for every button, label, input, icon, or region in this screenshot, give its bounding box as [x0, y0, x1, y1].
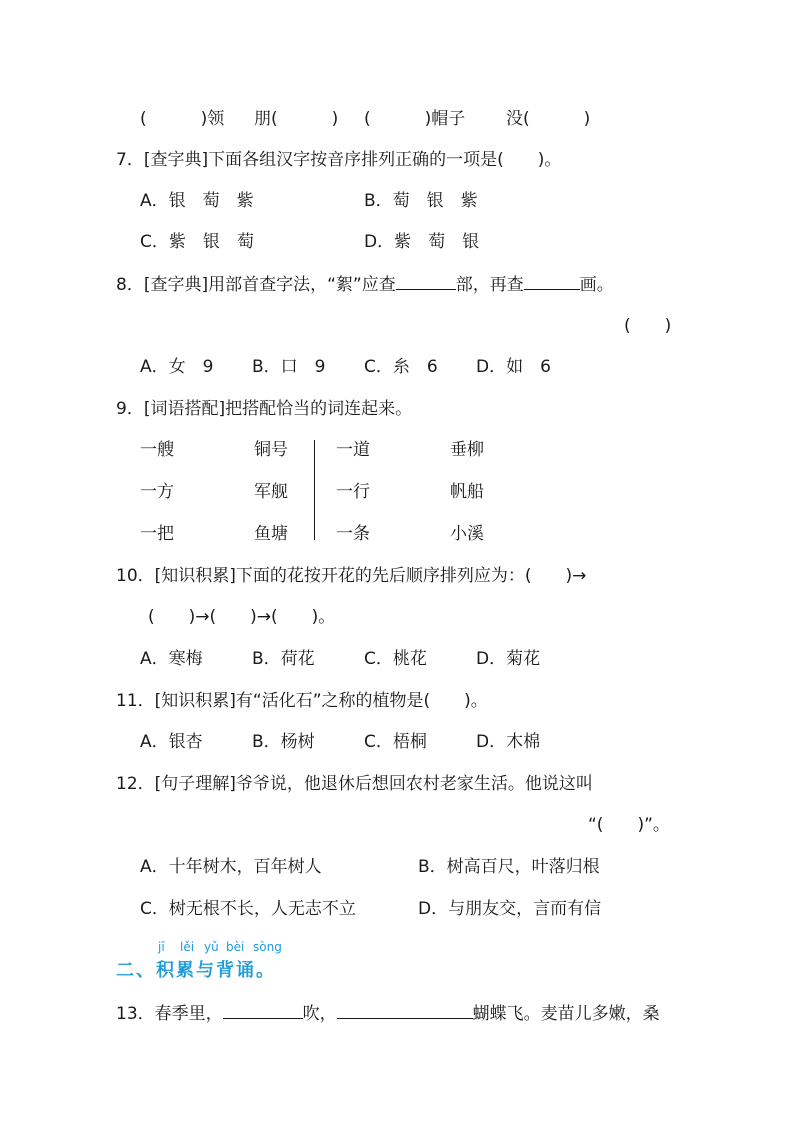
q13-blank-1[interactable] — [223, 1002, 303, 1019]
fill-item-1: ( )领 — [140, 109, 225, 129]
q9-word-right2-1[interactable]: 垂柳 — [450, 440, 484, 460]
q10-option-a[interactable]: A．寒梅 — [140, 649, 203, 669]
q8-stem — [116, 273, 614, 296]
q9-word-left1-2[interactable]: 一方 — [140, 482, 174, 502]
q7-option-d[interactable]: D．紫 萄 银 — [364, 232, 480, 252]
q9-word-right1-1[interactable]: 一道 — [336, 440, 370, 460]
q10-option-c[interactable]: C．桃花 — [364, 649, 427, 669]
q12-answer-paren[interactable]: “( )”。 — [588, 815, 670, 835]
q9-word-left1-1[interactable]: 一艘 — [140, 440, 174, 460]
q8-option-a[interactable]: A．女 9 — [140, 357, 214, 377]
q8-stem-part1: 8．[查字典]用部首查字法，“絮”应查 — [116, 275, 396, 295]
q8-answer-paren[interactable]: ( ) — [624, 316, 672, 336]
q8-blank-strokes[interactable] — [524, 273, 580, 290]
q11-option-b[interactable]: B．杨树 — [252, 732, 315, 752]
q12-option-c[interactable]: C．树无根不长，人无志不立 — [140, 899, 356, 919]
fill-item-3: ( )帽子 — [364, 109, 466, 129]
q7-stem: 7．[查字典]下面各组汉字按音序排列正确的一项是( )。 — [116, 150, 562, 170]
q7-option-c[interactable]: C．紫 银 萄 — [140, 232, 254, 252]
q11-option-c[interactable]: C．梧桐 — [364, 732, 427, 752]
q8-option-b[interactable]: B．口 9 — [252, 357, 326, 377]
section2-title: 二、积累与背诵。 — [116, 960, 276, 981]
q8-blank-radical[interactable] — [396, 273, 456, 290]
q11-stem: 11．[知识积累]有“活化石”之称的植物是( )。 — [116, 691, 488, 711]
q9-word-left2-2[interactable]: 军舰 — [254, 482, 288, 502]
q8-stem-part3: 画。 — [579, 275, 614, 295]
section2-pinyin-1: jī — [158, 940, 165, 954]
q8-option-c[interactable]: C．糸 6 — [364, 357, 438, 377]
q10-option-d[interactable]: D．菊花 — [476, 649, 541, 669]
q12-option-a[interactable]: A．十年树木，百年树人 — [140, 857, 322, 877]
q9-word-right1-2[interactable]: 一行 — [336, 482, 370, 502]
q11-option-d[interactable]: D．木棉 — [476, 732, 541, 752]
q7-option-a[interactable]: A．银 萄 紫 — [140, 191, 254, 211]
q12-option-b[interactable]: B．树高百尺，叶落归根 — [418, 857, 600, 877]
q13-part1: 13．春季里， — [116, 1004, 223, 1024]
q13-part3: 蝴蝶飞。麦苗儿多嫩，桑 — [472, 1004, 660, 1024]
q10-option-b[interactable]: B．荷花 — [252, 649, 315, 669]
fill-item-2: 朋( ) — [254, 109, 339, 129]
q9-word-right1-3[interactable]: 一条 — [336, 524, 370, 544]
q9-word-left2-3[interactable]: 鱼塘 — [254, 524, 288, 544]
q13-line — [116, 1002, 660, 1025]
q10-stem: 10．[知识积累]下面的花按开花的先后顺序排列应为：( )→ — [116, 566, 587, 586]
q8-option-d[interactable]: D．如 6 — [476, 357, 551, 377]
q9-word-left1-3[interactable]: 一把 — [140, 524, 174, 544]
section2-pinyin-5: sòng — [253, 940, 282, 954]
q12-stem: 12．[句子理解]爷爷说，他退休后想回农村老家生活。他说这叫 — [116, 774, 593, 794]
q8-stem-part2: 部，再查 — [455, 275, 524, 295]
q9-column-divider — [314, 440, 315, 540]
q9-word-right2-2[interactable]: 帆船 — [450, 482, 484, 502]
q9-stem: 9．[词语搭配]把搭配恰当的词连起来。 — [116, 399, 413, 419]
fill-item-4: 没( ) — [506, 109, 591, 129]
q9-word-left2-1[interactable]: 铜号 — [254, 440, 288, 460]
section2-pinyin-4: bèi — [226, 940, 245, 954]
section2-pinyin-2: lěi — [180, 940, 195, 954]
section2-pinyin-3: yǔ — [204, 940, 219, 954]
q7-option-b[interactable]: B．萄 银 紫 — [364, 191, 478, 211]
q9-word-right2-3[interactable]: 小溪 — [450, 524, 484, 544]
q11-option-a[interactable]: A．银杏 — [140, 732, 203, 752]
q12-option-d[interactable]: D．与朋友交，言而有信 — [418, 899, 602, 919]
q10-stem-cont: ( )→( )→( )。 — [148, 607, 336, 627]
q13-blank-2[interactable] — [337, 1002, 473, 1019]
q13-part2: 吹， — [302, 1004, 337, 1024]
